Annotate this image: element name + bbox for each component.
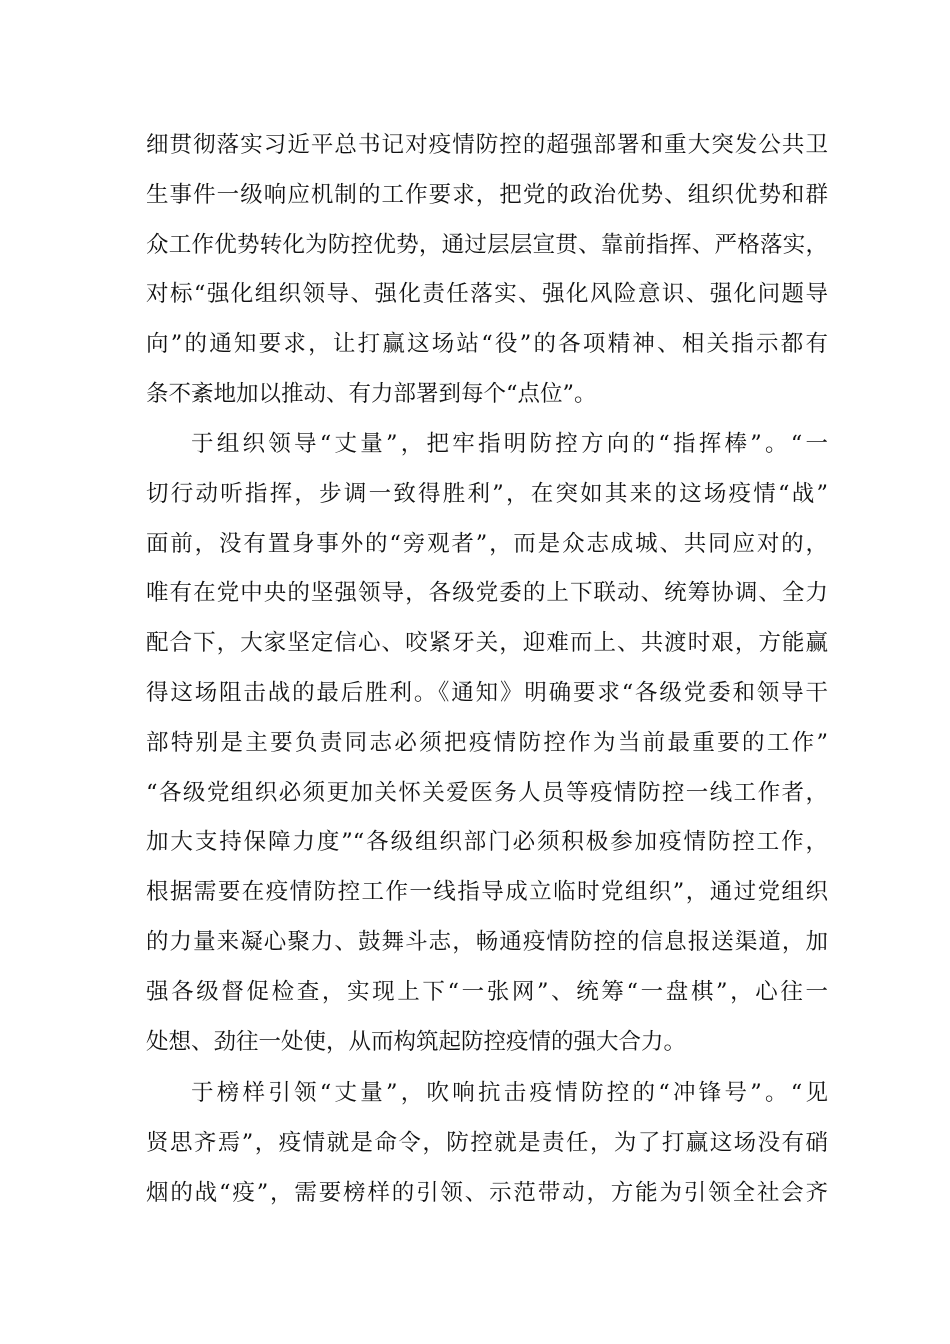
text-line: 生事件一级响应机制的工作要求，把党的政治优势、组织优势和群: [146, 181, 828, 208]
text-line: 细贯彻落实习近平总书记对疫情防控的超强部署和重大突发公共卫: [146, 132, 828, 158]
text-line: 贤思齐焉”，疫情就是命令，防控就是责任，为了打赢这场没有硝: [146, 1129, 828, 1156]
text-line: 强各级督促检查，实现上下“一张网”、统筹“一盘棋”，心往一: [146, 978, 828, 1005]
paragraph-3: [146, 1069, 828, 1218]
text-line: 面前，没有置身事外的“旁观者”，而是众志成城、共同应对的，: [146, 530, 828, 557]
text-line: 配合下，大家坚定信心、咬紧牙关，迎难而上、共渡时艰，方能赢: [146, 630, 828, 657]
text-line: 对标“强化组织领导、强化责任落实、强化风险意识、强化问题导: [146, 281, 828, 308]
text-line: 得这场阻击战的最后胜利。《通知》明确要求“各级党委和领导干: [146, 679, 828, 706]
text-line: 部特别是主要负责同志必须把疫情防控作为当前最重要的工作”: [146, 729, 828, 756]
text-line: 于榜样引领“丈量”，吹响抗击疫情防控的“冲锋号”。“见: [191, 1080, 828, 1106]
paragraph-1: [146, 121, 828, 420]
text-line: “各级党组织必须更加关怀关爱医务人员等疫情防控一线工作者，: [146, 779, 828, 806]
text-line: 加大支持保障力度”“各级组织部门必须积极参加疫情防控工作，: [146, 829, 828, 856]
text-line: 切行动听指挥，步调一致得胜利”，在突如其来的这场疫情“战”: [146, 480, 828, 507]
text-line: 处想、劲往一处使，从而构筑起防控疫情的强大合力。: [146, 1028, 687, 1055]
text-line: 烟的战“疫”，需要榜样的引领、示范带动，方能为引领全社会齐: [146, 1179, 828, 1206]
text-line: 的力量来凝心聚力、鼓舞斗志，畅通疫情防控的信息报送渠道，加: [146, 928, 828, 955]
paragraph-2: [146, 420, 828, 1067]
text-line: 唯有在党中央的坚强领导，各级党委的上下联动、统筹协调、全力: [146, 580, 828, 607]
text-line: 于组织领导“丈量”，把牢指明防控方向的“指挥棒”。“一: [191, 431, 828, 457]
text-line: 根据需要在疫情防控工作一线指导成立临时党组织”，通过党组织: [146, 879, 828, 906]
text-line: 条不紊地加以推动、有力部署到每个“点位”。: [146, 380, 597, 407]
text-line: 众工作优势转化为防控优势，通过层层宣贯、靠前指挥、严格落实，: [146, 231, 828, 258]
text-line: 向”的通知要求，让打赢这场站“役”的各项精神、相关指示都有: [146, 331, 828, 358]
